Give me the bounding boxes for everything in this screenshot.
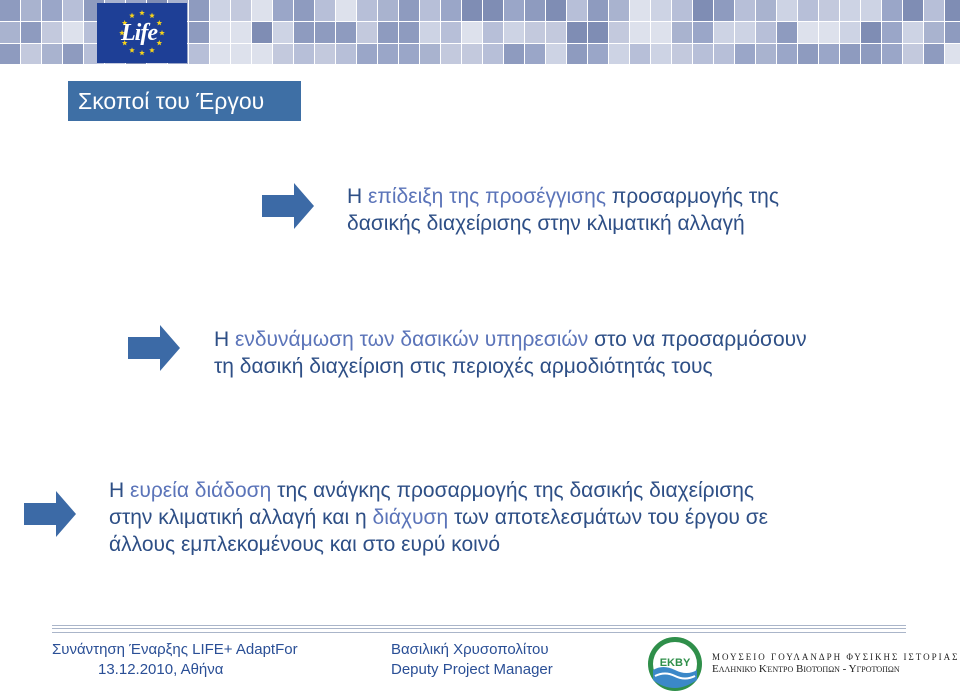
mosaic-tile (672, 0, 692, 21)
mosaic-tile (609, 0, 629, 21)
mosaic-tile (231, 0, 251, 21)
mosaic-tile (315, 22, 335, 43)
mosaic-tile (378, 22, 398, 43)
presenter-name: Βασιλική Χρυσοπολίτου (391, 641, 549, 658)
mosaic-tile (588, 22, 608, 43)
mosaic-tile (315, 0, 335, 21)
mosaic-tile (273, 0, 293, 21)
eu-star-icon (156, 20, 162, 25)
mosaic-tile (399, 22, 419, 43)
mosaic-tile (378, 44, 398, 64)
mosaic-tile (504, 44, 524, 64)
mosaic-tile (294, 22, 314, 43)
mosaic-tile (798, 22, 818, 43)
mosaic-tile (420, 0, 440, 21)
mosaic-tile (399, 0, 419, 21)
mosaic-tile (189, 44, 209, 64)
mosaic-tile (42, 0, 62, 21)
mosaic-tile (294, 44, 314, 64)
mosaic-tile (462, 0, 482, 21)
mosaic-tile (231, 22, 251, 43)
mosaic-tile (567, 0, 587, 21)
ekby-logo-text: ΕΚΒΥ (659, 657, 691, 669)
mosaic-tile (420, 22, 440, 43)
mosaic-tile (651, 22, 671, 43)
mosaic-tile (525, 44, 545, 64)
mosaic-tile (546, 44, 566, 64)
mosaic-tile (357, 22, 377, 43)
mosaic-tile (903, 0, 923, 21)
mosaic-tile (63, 0, 83, 21)
mosaic-tile (63, 22, 83, 43)
mosaic-tile (567, 22, 587, 43)
goal-3-text: Η ευρεία διάδοση της ανάγκης προσαρμογής της δασικής διαχείρισης στην κλιματική αλλαγή και η διάχυση των αποτελεσμάτων του έργου σε άλλους εμπλεκομένους και στο ευρύ κοινό (109, 479, 769, 556)
mosaic-tile (315, 44, 335, 64)
eu-star-icon (129, 47, 135, 52)
eu-star-icon (159, 30, 165, 35)
mosaic-tile (210, 0, 230, 21)
mosaic-tile (0, 0, 20, 21)
mosaic-tile (441, 22, 461, 43)
presenter-role: Deputy Project Manager (391, 661, 553, 678)
mosaic-tile (735, 44, 755, 64)
mosaic-tile (756, 44, 776, 64)
mosaic-tile (630, 22, 650, 43)
mosaic-tile (588, 44, 608, 64)
mosaic-tile (420, 44, 440, 64)
mosaic-tile (798, 0, 818, 21)
mosaic-tile (693, 0, 713, 21)
footer-divider (52, 625, 906, 633)
life-logo (97, 3, 187, 63)
mosaic-tile (903, 22, 923, 43)
mosaic-tile (462, 22, 482, 43)
eu-star-icon (139, 50, 145, 55)
mosaic-tile (63, 44, 83, 64)
mosaic-tile (714, 22, 734, 43)
mosaic-tile (630, 0, 650, 21)
mosaic-tile (0, 22, 20, 43)
mosaic-tile (210, 22, 230, 43)
mosaic-tile (756, 0, 776, 21)
mosaic-tile (252, 22, 272, 43)
eu-star-icon (156, 40, 162, 45)
mosaic-tile (210, 44, 230, 64)
mosaic-tile (924, 44, 944, 64)
mosaic-tile (819, 22, 839, 43)
mosaic-tile (924, 22, 944, 43)
goal-2-highlight: ενδυνάμωση των δασικών υπηρεσιών (235, 328, 589, 351)
mosaic-tile (861, 22, 881, 43)
mosaic-tile (861, 44, 881, 64)
mosaic-tile (336, 0, 356, 21)
mosaic-tile (840, 22, 860, 43)
mosaic-tile (21, 22, 41, 43)
mosaic-tile (693, 44, 713, 64)
goal-3-highlight-2: διάχυση (372, 506, 449, 529)
arrow-right-icon (24, 491, 76, 537)
mosaic-tile (525, 0, 545, 21)
arrow-right-icon (262, 183, 314, 229)
mosaic-tile (546, 0, 566, 21)
mosaic-tile (462, 44, 482, 64)
mosaic-tile (777, 22, 797, 43)
mosaic-tile (273, 22, 293, 43)
mosaic-tile (882, 22, 902, 43)
mosaic-tile (945, 0, 960, 21)
mosaic-tile (189, 22, 209, 43)
mosaic-tile (798, 44, 818, 64)
goal-2-text: Η ενδυνάμωση των δασικών υπηρεσιών στο να προσαρμόσουν τη δασική διαχείριση στις περιοχές αρμοδιότητάς τους (214, 328, 807, 378)
mosaic-tile (399, 44, 419, 64)
mosaic-tile (294, 0, 314, 21)
mosaic-tile (609, 22, 629, 43)
mosaic-tile (252, 0, 272, 21)
mosaic-tile (336, 22, 356, 43)
mosaic-tile (357, 0, 377, 21)
mosaic-tile (21, 0, 41, 21)
mosaic-tile (840, 0, 860, 21)
mosaic-tile (819, 0, 839, 21)
eu-star-icon (149, 13, 155, 18)
page-title: Σκοποί του Έργου (68, 81, 301, 121)
center-name: Ελληνικό Κέντρο Βιοτόπων - Υγροτόπων (712, 663, 900, 675)
mosaic-tile (483, 44, 503, 64)
mosaic-tile (777, 0, 797, 21)
mosaic-tile (546, 22, 566, 43)
mosaic-tile (504, 22, 524, 43)
eu-star-icon (139, 10, 145, 15)
mosaic-tile (651, 0, 671, 21)
mosaic-tile (651, 44, 671, 64)
mosaic-tile (336, 44, 356, 64)
mosaic-tile (588, 0, 608, 21)
mosaic-tile (672, 44, 692, 64)
mosaic-tile (735, 22, 755, 43)
life-logo-text: Life (121, 20, 157, 46)
eu-star-icon (129, 13, 135, 18)
mosaic-tile (42, 44, 62, 64)
mosaic-tile (567, 44, 587, 64)
mosaic-tile (252, 44, 272, 64)
mosaic-tile (525, 22, 545, 43)
mosaic-tile (756, 22, 776, 43)
mosaic-tile (504, 0, 524, 21)
mosaic-tile (903, 44, 923, 64)
mosaic-tile (441, 44, 461, 64)
event-title: Συνάντηση Έναρξης LIFE+ AdaptFor (52, 641, 298, 658)
mosaic-tile (609, 44, 629, 64)
goal-1-highlight: επίδειξη της προσέγγισης (368, 185, 606, 208)
event-date: 13.12.2010, Αθήνα (98, 661, 224, 678)
mosaic-tile (735, 0, 755, 21)
mosaic-tile (42, 22, 62, 43)
mosaic-tile (819, 44, 839, 64)
ekby-logo (645, 636, 705, 692)
mosaic-tile (672, 22, 692, 43)
mosaic-tile (714, 44, 734, 64)
mosaic-tile (483, 22, 503, 43)
mosaic-tile (441, 0, 461, 21)
mosaic-tile (483, 0, 503, 21)
goal-1-text: Η επίδειξη της προσέγγισης προσαρμογής της δασικής διαχείρισης στην κλιματική αλλαγή (347, 185, 779, 235)
goal-3-highlight: ευρεία διάδοση (130, 479, 272, 502)
mosaic-tile (273, 44, 293, 64)
mosaic-tile (378, 0, 398, 21)
mosaic-tile (945, 22, 960, 43)
mosaic-tile (630, 44, 650, 64)
mosaic-tile (357, 44, 377, 64)
mosaic-tile (189, 0, 209, 21)
mosaic-tile (714, 0, 734, 21)
mosaic-tile (882, 44, 902, 64)
arrow-right-icon (128, 325, 180, 371)
mosaic-tile (231, 44, 251, 64)
mosaic-tile (21, 44, 41, 64)
mosaic-tile (840, 44, 860, 64)
museum-name: ΜΟΥΣΕΙΟ ΓΟΥΛΑΝΔΡΗ ΦΥΣΙΚΗΣ ΙΣΤΟΡΙΑΣ (712, 652, 960, 662)
mosaic-tile (924, 0, 944, 21)
mosaic-tile (861, 0, 881, 21)
mosaic-tile (882, 0, 902, 21)
mosaic-tile (0, 44, 20, 64)
mosaic-tile (777, 44, 797, 64)
eu-star-icon (149, 47, 155, 52)
mosaic-tile (693, 22, 713, 43)
mosaic-tile (945, 44, 960, 64)
